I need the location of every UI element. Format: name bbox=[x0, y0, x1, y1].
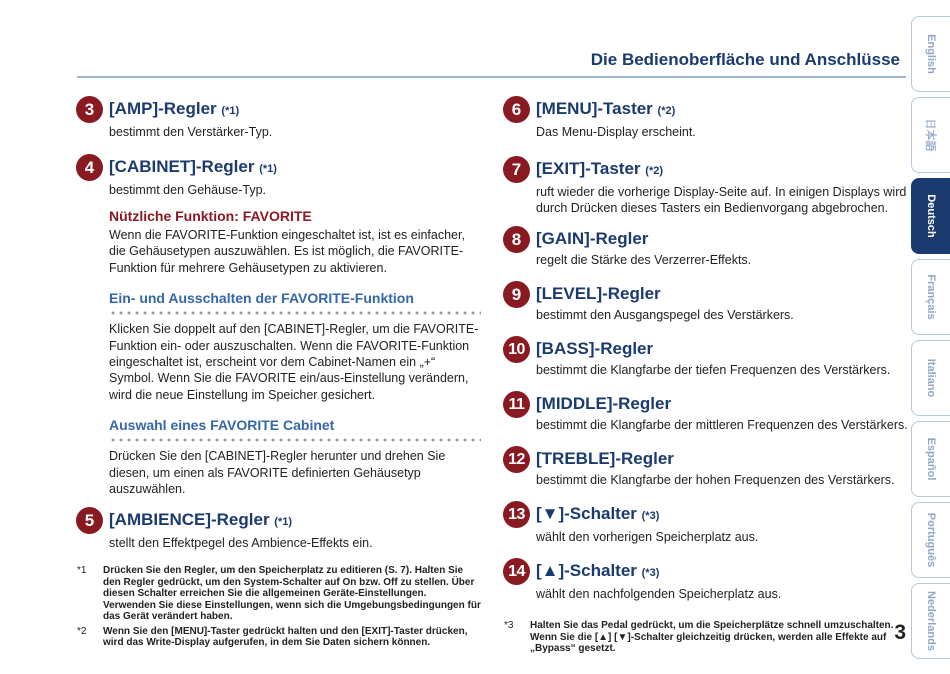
dotted-divider bbox=[109, 437, 481, 443]
item-title: [CABINET]-Regler (*1) bbox=[109, 157, 277, 176]
favorite-select-heading: Auswahl eines FAVORITE Cabinet bbox=[109, 417, 335, 434]
control-item-exit bbox=[503, 158, 908, 216]
item-description: wählt den vorherigen Speicherplatz aus. bbox=[536, 530, 759, 544]
favorite-select-text: Drücken Sie den [CABINET]-Regler herunter und drehen Sie diesen, um einen als FAVORITE definierten Gehäusetyp auszuwählen. bbox=[109, 449, 446, 497]
control-item-ambience bbox=[76, 509, 481, 551]
favorite-heading: Nützliche Funktion: FAVORITE bbox=[109, 208, 312, 224]
item-title: [▼]-Schalter (*3) bbox=[536, 504, 660, 523]
footnote-mark: *1 bbox=[77, 565, 87, 577]
control-item-level bbox=[503, 283, 908, 323]
item-number-badge: 10 bbox=[503, 336, 530, 363]
control-item-middle bbox=[503, 393, 908, 433]
left-column bbox=[76, 98, 481, 652]
item-title: [LEVEL]-Regler bbox=[536, 284, 661, 303]
item-number-badge: 7 bbox=[503, 156, 530, 183]
footnote-mark: *2 bbox=[77, 625, 87, 637]
item-description: wählt den nachfolgenden Speicherplatz aus. bbox=[536, 587, 782, 601]
item-title: [TREBLE]-Regler bbox=[536, 449, 674, 468]
page-number: 3 bbox=[894, 621, 906, 644]
item-description: bestimmt den Ausgangspegel des Verstärkers. bbox=[536, 308, 794, 322]
item-number-badge: 4 bbox=[76, 154, 103, 181]
footnote-ref: (*1) bbox=[259, 163, 277, 175]
footnote-mark: *3 bbox=[504, 620, 514, 631]
item-number-badge: 13 bbox=[503, 501, 530, 528]
tab-francais[interactable]: Français bbox=[911, 259, 950, 335]
language-tabs bbox=[911, 16, 950, 664]
item-number-badge: 14 bbox=[503, 558, 530, 585]
item-number-badge: 5 bbox=[76, 507, 103, 534]
tab-english[interactable]: English bbox=[911, 16, 950, 92]
favorite-section bbox=[76, 208, 481, 497]
item-number-badge: 12 bbox=[503, 446, 530, 473]
footnote-ref: (*1) bbox=[274, 516, 293, 529]
item-number-badge: 6 bbox=[503, 96, 530, 123]
control-item-down-switch bbox=[503, 503, 908, 545]
tab-espanol[interactable]: Español bbox=[911, 421, 950, 497]
footnote-ref: (*3) bbox=[641, 567, 660, 579]
item-title: [AMBIENCE]-Regler (*1) bbox=[109, 510, 293, 530]
item-description: stellt den Effektpegel des Ambience-Effekts ein. bbox=[109, 536, 373, 551]
tab-italiano[interactable]: Italiano bbox=[911, 340, 950, 416]
page-header-title: Die Bedienoberfläche und Anschlüsse bbox=[590, 50, 900, 69]
item-title: [AMP]-Regler (*1) bbox=[109, 99, 240, 118]
tab-japanese[interactable]: 日本語 bbox=[911, 97, 950, 173]
tab-portugues[interactable]: Português bbox=[911, 502, 950, 578]
header-rule bbox=[77, 76, 906, 78]
footnotes-right bbox=[503, 620, 908, 655]
footnote-ref: (*3) bbox=[641, 510, 660, 522]
dotted-divider bbox=[109, 310, 481, 316]
item-title: [▲]-Schalter (*3) bbox=[536, 561, 660, 580]
favorite-toggle-text: Klicken Sie doppelt auf den [CABINET]-Regler, um die FAVORITE-Funktion ein- oder auszuschalten. Wenn die FAVORITE-Funktion eingeschaltet ist, erscheint vor dem Cabinet-Namen ein „+“ Symbol. Wenn Sie die FAVORITE ein/aus-Einstellung verändern, wird die neue Einstellung im Speicher gesichert. bbox=[109, 322, 479, 402]
tab-nederlands[interactable]: Nederlands bbox=[911, 583, 950, 659]
item-title: [GAIN]-Regler bbox=[536, 229, 649, 248]
item-description: bestimmt den Gehäuse-Typ. bbox=[109, 183, 267, 197]
item-number-badge: 3 bbox=[76, 96, 103, 123]
control-item-cabinet bbox=[76, 156, 481, 198]
item-title: [MIDDLE]-Regler bbox=[536, 394, 672, 413]
item-description: ruft wieder die vorherige Display-Seite auf. In einigen Displays wird durch Drücken dieses Tasters ein Bedienvorgang abgebrochen. bbox=[536, 185, 907, 215]
control-item-amp bbox=[76, 98, 481, 140]
item-number-badge: 8 bbox=[503, 226, 530, 253]
item-description: bestimmt die Klangfarbe der mittleren Frequenzen des Verstärkers. bbox=[536, 418, 908, 432]
control-item-menu bbox=[503, 98, 908, 140]
item-number-badge: 11 bbox=[503, 391, 530, 418]
footnote-ref: (*1) bbox=[221, 105, 240, 117]
item-number-badge: 9 bbox=[503, 281, 530, 308]
footnote: *1 Drücken Sie den Regler, um den Speicherplatz zu editieren (S. 7). Halten Sie den Regler gedrückt, um den System-Schalter auf On bzw. Off zu stellen. Über diesen Schalter erreichen Sie die allgemeinen Geräte-Einstellungen. Verwenden Sie diese Einstellungen, wenn sich die Umgebungsbedingungen für das Gerät verändert haben. bbox=[77, 565, 481, 623]
footnote: *3 Halten Sie das Pedal gedrückt, um die Speicherplätze schnell umzuschalten. Wenn Sie die [▲] [▼]-Schalter gleichzeitig drücken, werden alle Effekte auf „Bypass“ gesetzt. bbox=[504, 620, 894, 654]
control-item-gain bbox=[503, 228, 908, 268]
favorite-toggle-heading: Ein- und Ausschalten der FAVORITE-Funktion bbox=[109, 290, 414, 307]
item-title: [EXIT]-Taster (*2) bbox=[536, 159, 664, 178]
footnote-ref: (*2) bbox=[657, 105, 676, 117]
control-item-treble bbox=[503, 448, 908, 488]
item-title: [MENU]-Taster (*2) bbox=[536, 99, 676, 118]
item-title: [BASS]-Regler bbox=[536, 339, 654, 358]
right-column bbox=[503, 98, 908, 658]
item-description: bestimmt die Klangfarbe der hohen Frequenzen des Verstärkers. bbox=[536, 473, 895, 487]
item-description: bestimmt die Klangfarbe der tiefen Frequenzen des Verstärkers. bbox=[536, 363, 891, 377]
tab-deutsch[interactable]: Deutsch bbox=[911, 178, 950, 254]
control-item-bass bbox=[503, 338, 908, 378]
item-description: bestimmt den Verstärker-Typ. bbox=[109, 125, 273, 139]
footnotes-left bbox=[76, 565, 481, 649]
item-description: regelt die Stärke des Verzerrer-Effekts. bbox=[536, 253, 752, 267]
footnote: *2 Wenn Sie den [MENU]-Taster gedrückt halten und den [EXIT]-Taster drücken, wird das Write-Display aufgerufen, in dem Sie Daten sichern können. bbox=[77, 625, 468, 649]
footnote-ref: (*2) bbox=[645, 165, 664, 177]
item-description: Das Menu-Display erscheint. bbox=[536, 125, 696, 139]
favorite-text: Wenn die FAVORITE-Funktion eingeschaltet ist, ist es einfacher, die Gehäusetypen auszuwählen. Es ist möglich, die FAVORITE-Funktion für mehrere Gehäusetypen zu aktivieren. bbox=[109, 228, 465, 275]
control-item-up-switch bbox=[503, 560, 908, 602]
